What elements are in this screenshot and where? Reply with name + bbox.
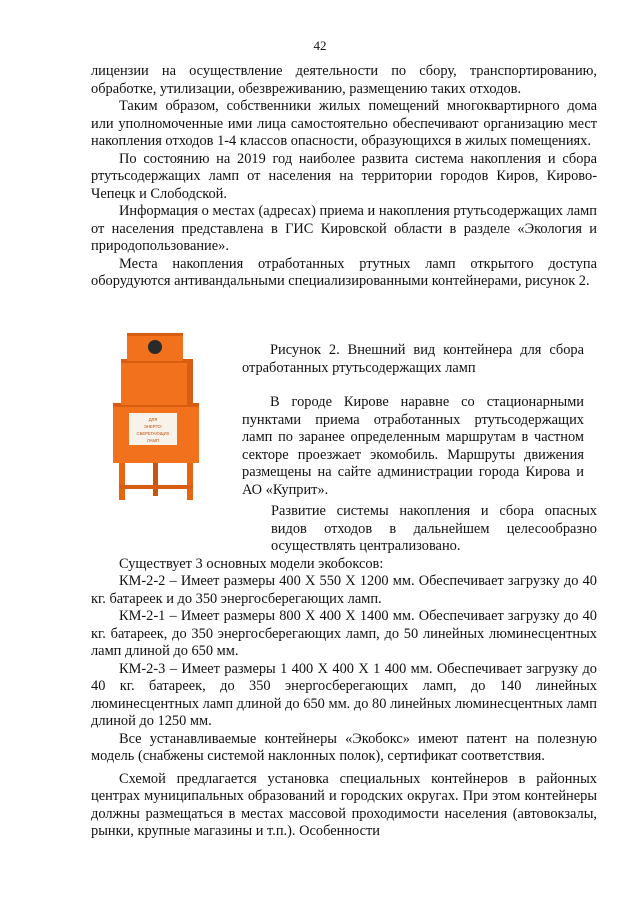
container-leg-left (119, 460, 125, 500)
paragraph-gis: Информация о местах (адресах) приема и накопления ртутьсодержащих ламп от населения представлена в ГИС Кировской области в разделе «Экология и природопользование». (91, 203, 597, 254)
paragraph-km-2-3: КМ-2-3 – Имеет размеры 1 400 Х 400 Х 1 400 мм. Обеспечивает загрузку до 40 кг. батареек, до 350 энергосберегающих ламп, до 140 линейных люминесцентных ламп длиной до 650 мм. до 80 линейных люминесцентных ламп длиной до 1250 мм. (91, 660, 597, 729)
container-figure (91, 325, 221, 505)
container-head-top (127, 333, 183, 336)
figure-side-text (242, 342, 584, 499)
figure-caption: Рисунок 2. Внешний вид контейнера для сбора отработанных ртутьсодержащих ламп (242, 342, 584, 376)
container-leg-right (187, 460, 193, 500)
paragraph-ecomobile: В городе Кирове наравне со стационарными пунктами приема отработанных ртутьсодержащих ламп по заранее определенным маршрутам в частном секторе проезжает экомобиль. Маршруты движения размещены на сайте администрации города Кирова и АО «Куприт». (242, 394, 584, 498)
container-upper-body (121, 359, 187, 405)
bottom-text-block (91, 503, 597, 841)
paragraph-km-2-1: КМ-2-1 – Имеет размеры 800 Х 400 Х 1400 мм. Обеспечивает загрузку до 40 кг. батареек, до 350 энергосберегающих ламп, до 50 линейных люминесцентных ламп длиной до 650 мм. (91, 608, 597, 659)
container-sign-line-4: ЛАМП (146, 438, 160, 443)
top-text-block (91, 63, 597, 291)
page-number: 42 (313, 38, 327, 53)
paragraph-owners: Таким образом, собственники жилых помещений многоквартирного дома или уполномоченные ими лица самостоятельно обеспечивают организацию мест накопления отходов 1-4 классов опасности, образующихся в жилых помещениях. (91, 98, 597, 149)
paragraph-license: лицензии на осуществление деятельности по сбору, транспортированию, обработке, утилизации, обезвреживанию, размещению таких отходов. (91, 63, 597, 97)
paragraph-models-intro: Существует 3 основных модели экобоксов: (119, 555, 384, 572)
paragraph-scheme: Схемой предлагается установка специальных контейнеров в районных центрах муниципальных образований и городских округах. При этом контейнеры должны размещаться в местах массовой проходимости населения (автовокзалы, рынки, крупные магазины и т.п.). Особенности (91, 770, 597, 839)
paragraph-km-2-2: КМ-2-2 – Имеет размеры 400 Х 550 Х 1200 мм. Обеспечивает загрузку до 40 кг. батареек и до 350 энергосберегающих ламп. (91, 573, 597, 607)
container-crossbar (119, 485, 193, 489)
paragraph-development: Развитие системы накопления и сбора опасных видов отходов в дальнейшем целесообразно осуществлять централизовано. (271, 503, 597, 554)
container-sign-line-1: ДЛЯ (148, 417, 158, 422)
container-side-shade (187, 359, 193, 405)
paragraph-containers: Места накопления отработанных ртутных ламп открытого доступа оборудуются антивандальными специализированными контейнерами, рисунок 2. (91, 255, 597, 289)
container-leg-back (153, 460, 158, 496)
container-illustration (91, 325, 221, 505)
paragraph-2019: По состоянию на 2019 год наиболее развита система накопления и сбора ртутьсодержащих ламп от населения на территории городов Киров, Кирово-Чепецк и Слободской. (91, 150, 597, 202)
container-sign-line-3: СБЕРЕГАЮЩИХ (136, 431, 170, 436)
container-slot (148, 340, 162, 354)
container-sign-line-2: ЭНЕРГО- (143, 424, 163, 429)
paragraph-patent: Все устанавливаемые контейнеры «Экобокс» имеют патент на полезную модель (снабжены системой наклонных полок), сертификат соответствия. (91, 730, 597, 764)
